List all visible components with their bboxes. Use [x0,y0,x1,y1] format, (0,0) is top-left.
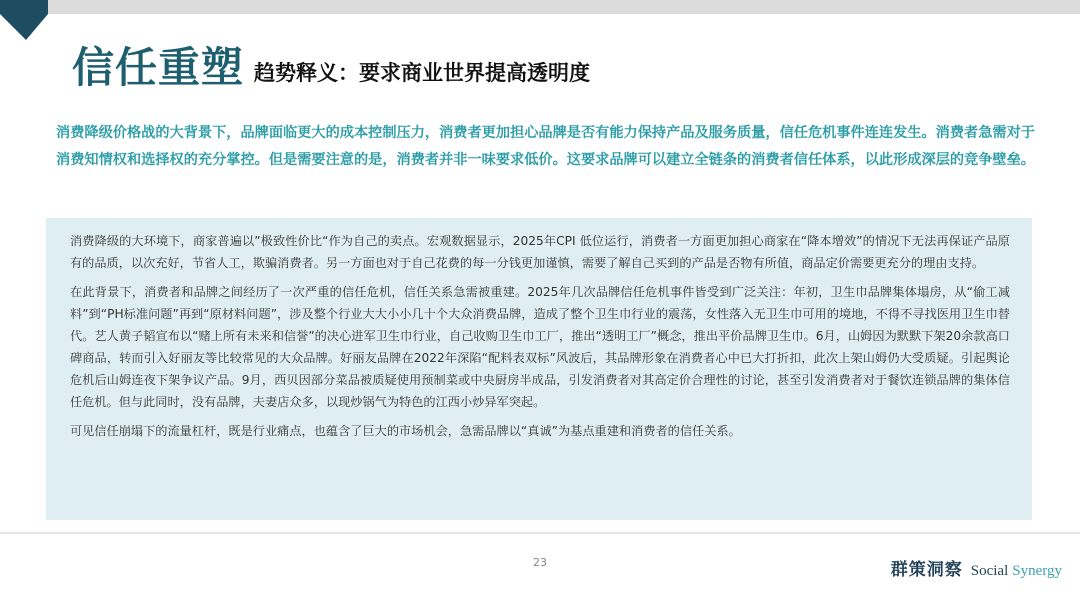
brand-name-en-synergy: Synergy [1012,563,1062,579]
footer-divider [0,532,1080,534]
brand-name-en-social: Social [970,563,1009,579]
intro-paragraph: 消费降级价格战的大背景下，品牌面临更大的成本控制压力，消费者更加担心品牌是否有能力保持产品及服务质量，信任危机事件连连发生。消费者急需对于消费知情权和选择权的充分掌控。但是需要注意的是，消费者并非一味要求低价。这要求品牌可以建立全链条的消费者信任体系，以此形成深层的竞争壁垒。 [56,125,1035,168]
top-bar [48,0,1080,14]
page-number: 23 [533,556,547,569]
panel-paragraph-2: 在此背景下，消费者和品牌之间经历了一次严重的信任危机，信任关系急需被重建。2025年几次品牌信任危机事件皆受到广泛关注：年初，卫生巾品牌集体塌房，从“偷工减料”到“PH标准问题”再到“原材料问题”，涉及整个行业大大小小几十个大众消费品牌，造成了整个卫生巾行业的震荡，女性落入无卫生巾可用的境地，不得不寻找医用卫生巾替代。艺人黄子韬宣布以“赌上所有未来和信誉”的决心进军卫生巾行业，自己收购卫生巾工厂，推出“透明工厂”概念，推出平价品牌卫生巾。6月，山姆因为默默下架20余款高口碑商品，转而引入好丽友等比较常见的大众品牌。好丽友品牌在2022年深陷“配料表双标”风波后，其品牌形象在消费者心中已大打折扣，此次上架山姆仍大受质疑。引起舆论危机后山姆连夜下架争议产品。9月，西贝因部分菜品被质疑使用预制菜或中央厨房半成品，引发消费者对其高定价合理性的讨论，甚至引发消费者对于餐饮连锁品牌的集体信任危机。但与此同时，没有品牌，夫妻店众多，以现炒锅气为特色的江西小炒异军突起。 [70,285,1010,409]
panel-paragraph-1: 消费降级的大环境下，商家普遍以”极致性价比“作为自己的卖点。宏观数据显示，2025年CPI 低位运行，消费者一方面更加担心商家在“降本增效”的情况下无法再保证产品原有的品质，以次充好，节省人工，欺骗消费者。另一方面也对于自己花费的每一分钱更加谨慎，需要了解自己买到的产品是否物有所值，商品定价需要更充分的理由支持。 [70,234,1010,270]
brand-logo [891,558,1062,583]
brand-name-cn: 群策洞察 [890,560,963,580]
page-title: 信任重塑 [72,43,245,92]
page-subtitle: 趋势释义：要求商业世界提高透明度 [254,61,590,85]
content-panel [46,218,1032,520]
panel-paragraph-3: 可见信任崩塌下的流量杠杆，既是行业痛点，也蕴含了巨大的市场机会，急需品牌以“真诚”为基点重建和消费者的信任关系。 [70,424,741,438]
corner-triangle-icon [0,0,48,54]
